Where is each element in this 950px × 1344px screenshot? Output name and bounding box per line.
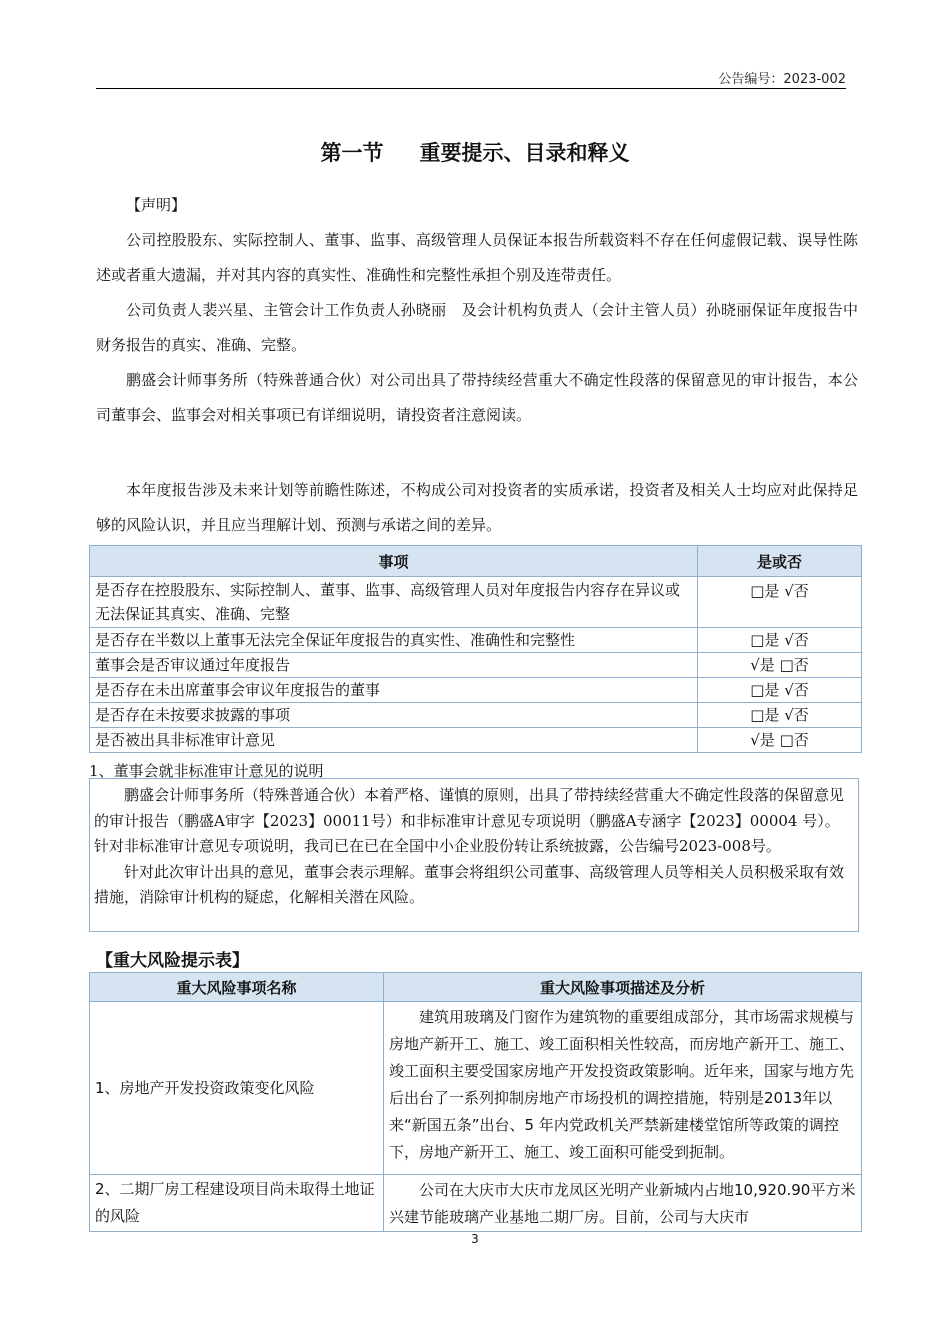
table-row bbox=[90, 1175, 862, 1232]
matter-item: 是否存在控股股东、实际控制人、董事、监事、高级管理人员对年度报告内容存在异议或无法保证其真实、准确、完整 bbox=[90, 577, 698, 628]
table-header-row bbox=[90, 546, 862, 577]
matter-item: 董事会是否审议通过年度报告 bbox=[90, 653, 698, 678]
note-title: 1、董事会就非标准审计意见的说明 bbox=[89, 762, 324, 780]
note-paragraph: 针对此次审计出具的意见，董事会表示理解。董事会将组织公司董事、高级管理人员等相关人员积极采取有效措施，消除审计机构的疑虑，化解相关潜在风险。 bbox=[94, 862, 845, 906]
matter-answer: √是 □否 bbox=[698, 728, 862, 753]
column-header: 重大风险事项名称 bbox=[90, 973, 384, 1002]
paragraph: 公司控股股东、实际控制人、董事、监事、高级管理人员保证本报告所载资料不存在任何虚假记载、误导性陈述或者重大遗漏，并对其内容的真实性、准确性和完整性承担个别及连带责任。 bbox=[96, 231, 858, 284]
column-header: 是或否 bbox=[698, 546, 862, 577]
matter-answer: □是 √否 bbox=[698, 577, 862, 628]
risk-name: 1、房地产开发投资政策变化风险 bbox=[90, 1002, 384, 1175]
table-row bbox=[90, 678, 862, 703]
forward-looking-statement bbox=[96, 473, 858, 543]
risk-table bbox=[89, 972, 862, 1232]
column-header: 事项 bbox=[90, 546, 698, 577]
risk-description: 公司在大庆市大庆市龙凤区光明产业新城内占地10,920.90平方米兴建节能玻璃产业基地二期厂房。目前，公司与大庆市 bbox=[384, 1175, 862, 1232]
table-row bbox=[90, 577, 862, 628]
matter-item: 是否存在未按要求披露的事项 bbox=[90, 703, 698, 728]
table-row bbox=[90, 728, 862, 753]
column-header: 重大风险事项描述及分析 bbox=[384, 973, 862, 1002]
matter-answer: □是 √否 bbox=[698, 678, 862, 703]
matter-answer: □是 √否 bbox=[698, 628, 862, 653]
table-header-row bbox=[90, 973, 862, 1002]
statement-label: 【声明】 bbox=[126, 196, 187, 214]
section-heading: 重要提示、目录和释义 bbox=[419, 141, 630, 165]
section-number: 第一节 bbox=[320, 141, 384, 165]
table-row bbox=[90, 628, 862, 653]
statement-block bbox=[96, 188, 858, 433]
risk-name: 2、二期厂房工程建设项目尚未取得土地证的风险 bbox=[90, 1175, 384, 1232]
matters-table bbox=[89, 545, 862, 753]
paragraph: 公司负责人裴兴星、主管会计工作负责人孙晓丽 及会计机构负责人（会计主管人员）孙晓丽保证年度报告中财务报告的真实、准确、完整。 bbox=[96, 301, 858, 354]
section-title bbox=[0, 137, 950, 167]
matter-answer: □是 √否 bbox=[698, 703, 862, 728]
table-row bbox=[90, 1002, 862, 1175]
note-box bbox=[89, 778, 859, 932]
matter-answer: √是 □否 bbox=[698, 653, 862, 678]
matter-item: 是否存在半数以上董事无法完全保证年度报告的真实性、准确性和完整性 bbox=[90, 628, 698, 653]
announcement-code: 公告编号：2023-002 bbox=[718, 72, 846, 87]
risk-description: 建筑用玻璃及门窗作为建筑物的重要组成部分，其市场需求规模与房地产新开工、施工、竣工面积相关性较高，而房地产新开工、施工、竣工面积主要受国家房地产开发投资政策影响。近年来，国家与地方先后出台了一系列抑制房地产市场投机的调控措施，特别是2013年以来“新国五条”出台、5 年内党政机关严禁新建楼堂馆所等政策的调控下，房地产新开工、施工、竣工面积可能受到扼制。 bbox=[384, 1002, 862, 1175]
matter-item: 是否被出具非标准审计意见 bbox=[90, 728, 698, 753]
header-divider bbox=[96, 88, 846, 89]
matter-item: 是否存在未出席董事会审议年度报告的董事 bbox=[90, 678, 698, 703]
risk-table-title: 【重大风险提示表】 bbox=[96, 951, 249, 971]
paragraph: 本年度报告涉及未来计划等前瞻性陈述，不构成公司对投资者的实质承诺，投资者及相关人士均应对此保持足够的风险认识，并且应当理解计划、预测与承诺之间的差异。 bbox=[96, 481, 858, 534]
note-paragraph: 鹏盛会计师事务所（特殊普通合伙）本着严格、谨慎的原则，出具了带持续经营重大不确定性段落的保留意见的审计报告（鹏盛A审字【2023】00011号）和非标准审计意见专项说明（鹏盛A专涵字【2023】00004 号）。针对非标准审计意见专项说明，我司已在已在全国中小企业股份转让系统披露，公告编号2023-008号。 bbox=[94, 786, 845, 855]
table-row bbox=[90, 653, 862, 678]
paragraph: 鹏盛会计师事务所（特殊普通合伙）对公司出具了带持续经营重大不确定性段落的保留意见的审计报告，本公司董事会、监事会对相关事项已有详细说明，请投资者注意阅读。 bbox=[96, 371, 858, 424]
table-row bbox=[90, 703, 862, 728]
page-number: 3 bbox=[471, 1232, 479, 1246]
